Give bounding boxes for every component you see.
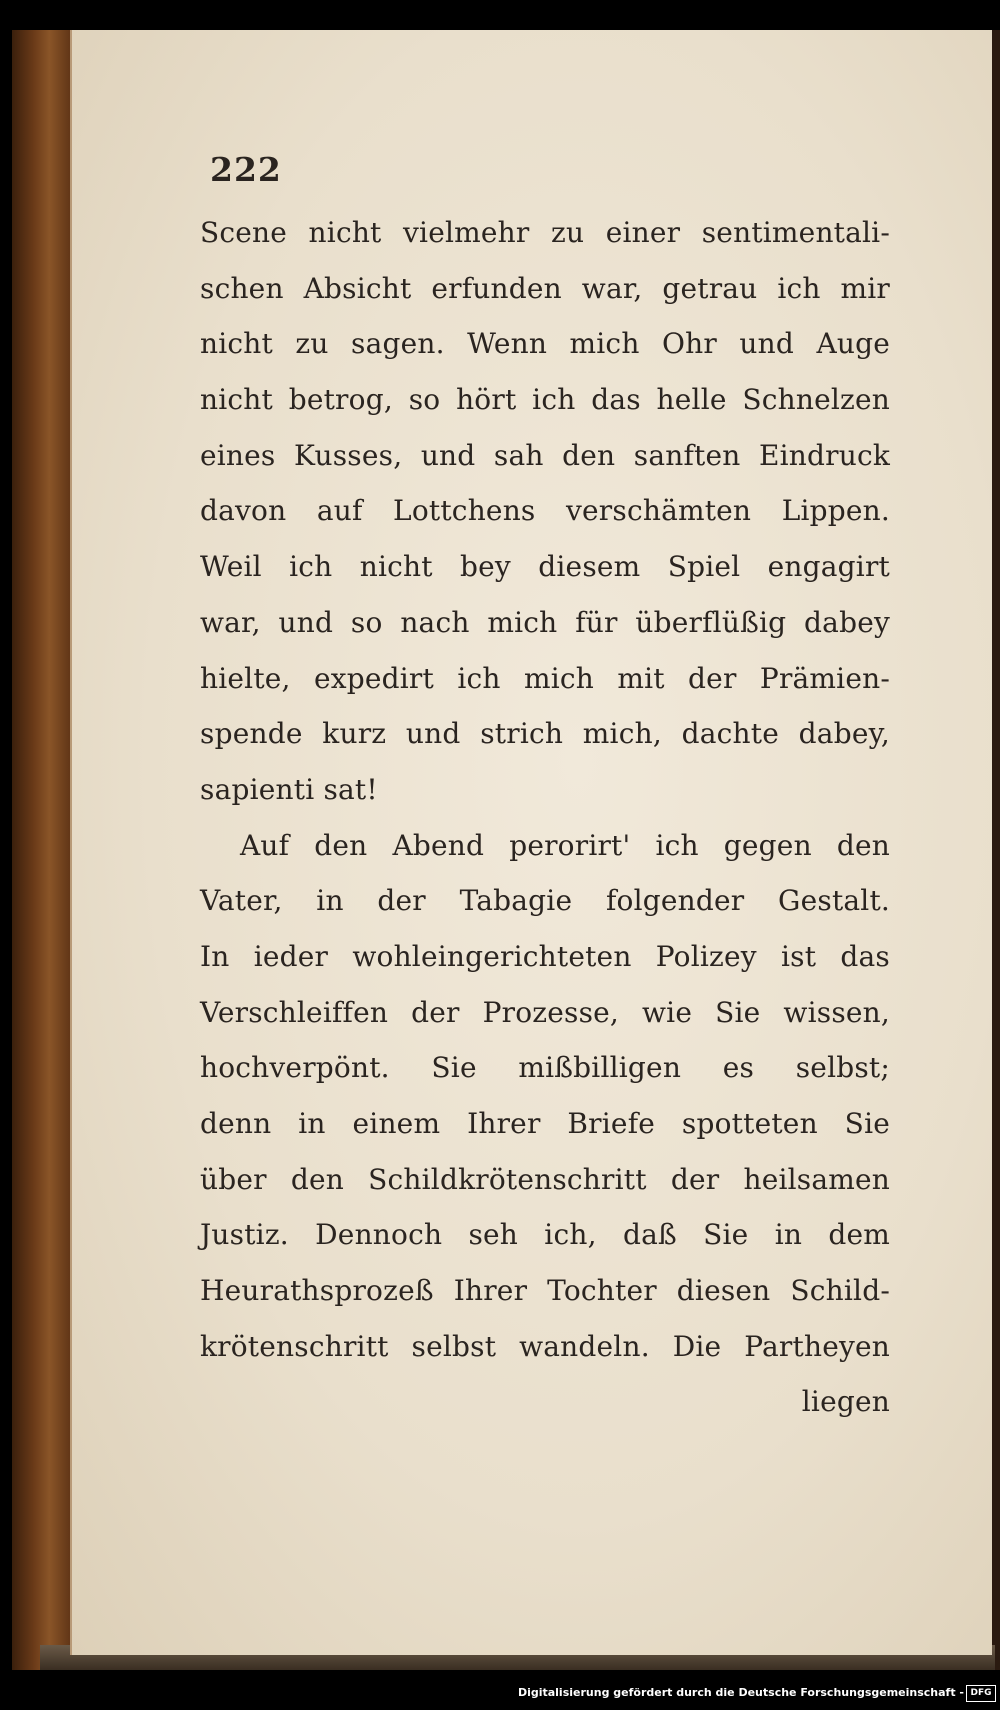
book-spine-edge [12,30,74,1670]
text-line: Vater, in der Tabagie folgender Gestalt. [200,884,890,918]
digitization-credit: Digitalisierung gefördert durch die Deutsche Forschungsgemeinschaft - [517,1686,964,1699]
text-line: Justiz. Dennoch seh ich, daß Sie in dem [200,1218,890,1252]
text-line: Scene nicht vielmehr zu einer sentimentali- [200,216,890,249]
text-line: eines Kusses, und sah den sanften Eindruck [200,438,890,472]
text-line: nicht zu sagen. Wenn mich Ohr und Auge [200,327,890,361]
text-line: Heurathsprozeß Ihrer Tochter diesen Schild- [200,1274,890,1308]
text-line: hochverpönt. Sie mißbilligen es selbst; [200,1051,890,1085]
text-line: schen Absicht erfunden war, getrau ich mir [200,271,890,305]
text-line: Auf den Abend perorirt' ich gegen den [240,828,890,862]
page-text-block [200,205,890,1430]
text-line: nicht betrog, so hört ich das helle Schnelzen [200,383,890,417]
text-line: sapienti sat! [200,772,378,806]
text-line: In ieder wohleingerichteten Polizey ist das [200,939,890,973]
text-line: spende kurz und strich mich, dachte dabey, [200,717,890,751]
dfg-logo: DFG [966,1685,996,1702]
text-line: hielte, expedirt ich mich mit der Prämien- [200,661,890,695]
text-line: krötenschritt selbst wandeln. Die Partheyen [200,1329,890,1363]
page-number: 222 [210,150,282,189]
text-line: war, und so nach mich für überflüßig dabey [200,605,890,639]
catchword: liegen [801,1385,890,1419]
text-line: über den Schildkrötenschritt der heilsamen [200,1162,890,1196]
text-line: Weil ich nicht bey diesem Spiel engagirt [200,550,890,584]
text-line: davon auf Lottchens verschämten Lippen. [200,494,890,528]
text-line: denn in einem Ihrer Briefe spotteten Sie [200,1107,890,1140]
text-line: Verschleiffen der Prozesse, wie Sie wissen, [200,995,890,1029]
